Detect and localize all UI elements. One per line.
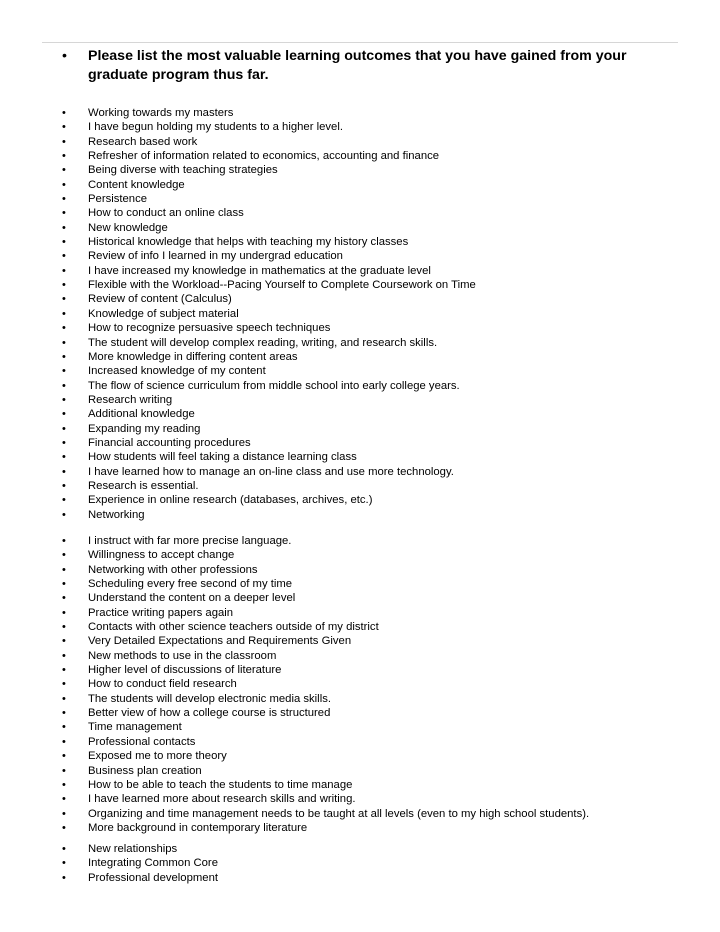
- bullet-icon: •: [62, 322, 66, 335]
- list-item: [62, 563, 672, 577]
- bullet-icon: •: [62, 635, 66, 648]
- list-item-text: Expanding my reading: [88, 422, 201, 435]
- bullet-icon: •: [62, 578, 66, 591]
- list-item: [62, 749, 672, 763]
- list-item: [62, 278, 672, 292]
- list-item-text: New methods to use in the classroom: [88, 649, 277, 662]
- bullet-icon: •: [62, 336, 66, 349]
- bullet-icon: •: [62, 365, 66, 378]
- list-item: [62, 591, 672, 605]
- list-item-text: Very Detailed Expectations and Requirements Given: [88, 635, 352, 648]
- list-item: [62, 871, 672, 885]
- list-item-text: Exposed me to more theory: [88, 750, 227, 763]
- bullet-icon: •: [62, 135, 66, 148]
- list-item: [62, 842, 672, 856]
- list-item-text: I have begun holding my students to a higher level.: [88, 121, 343, 134]
- list-item-text: Persistence: [88, 193, 148, 206]
- list-item-text: Flexible with the Workload--Pacing Yourself to Complete Coursework on Time: [88, 279, 476, 292]
- list-item-text: Organizing and time management needs to be taught at all levels (even to my high school students).: [88, 807, 590, 820]
- list-item: [62, 379, 672, 393]
- list-item: [62, 235, 672, 249]
- list-item-text: Content knowledge: [88, 178, 185, 191]
- list-item-text: Financial accounting procedures: [88, 436, 251, 449]
- list-item-text: How to recognize persuasive speech techniques: [88, 322, 331, 335]
- list-item: [62, 407, 672, 421]
- bullet-icon: •: [62, 764, 66, 777]
- bullet-icon: •: [62, 494, 66, 507]
- list-item-text: Networking with other professions: [88, 563, 258, 576]
- list-item: [62, 534, 672, 548]
- bullet-icon: •: [62, 422, 66, 435]
- list-item-text: How students will feel taking a distance learning class: [88, 451, 357, 464]
- bullet-icon: •: [62, 307, 66, 320]
- bullet-icon: •: [62, 707, 66, 720]
- list-item: [62, 264, 672, 278]
- list-item-text: Knowledge of subject material: [88, 307, 239, 320]
- answers-list-3: [62, 842, 672, 885]
- question-text: Please list the most valuable learning outcomes that you have gained from your graduate program thus far.: [88, 48, 627, 83]
- question-item: [62, 47, 662, 85]
- list-item: [62, 778, 672, 792]
- list-item: [62, 649, 672, 663]
- answers-list-1: [62, 106, 672, 522]
- list-item: [62, 735, 672, 749]
- list-item: [62, 292, 672, 306]
- list-item-text: Refresher of information related to economics, accounting and finance: [88, 150, 440, 163]
- list-item-text: More knowledge in differing content areas: [88, 350, 298, 363]
- bullet-icon: •: [62, 250, 66, 263]
- list-item-text: I have learned how to manage an on-line class and use more technology.: [88, 465, 454, 478]
- list-item-text: Historical knowledge that helps with teaching my history classes: [88, 236, 409, 249]
- list-item: [62, 663, 672, 677]
- bullet-icon: •: [62, 563, 66, 576]
- list-item-text: Review of content (Calculus): [88, 293, 232, 306]
- list-item-text: How to conduct an online class: [88, 207, 244, 220]
- bullet-icon: •: [62, 121, 66, 134]
- list-item: [62, 422, 672, 436]
- list-item-text: Being diverse with teaching strategies: [88, 164, 278, 177]
- bullet-icon: •: [62, 778, 66, 791]
- bullet-icon: •: [62, 592, 66, 605]
- list-item: [62, 321, 672, 335]
- list-item-text: I have learned more about research skills and writing.: [88, 793, 356, 806]
- list-item-text: Better view of how a college course is structured: [88, 707, 331, 720]
- list-item-text: Higher level of discussions of literature: [88, 664, 282, 677]
- list-item: [62, 692, 672, 706]
- list-item-text: Integrating Common Core: [88, 857, 218, 870]
- list-item: [62, 149, 672, 163]
- list-item-text: Research based work: [88, 135, 198, 148]
- list-item: [62, 807, 672, 821]
- list-item-text: I instruct with far more precise language.: [88, 535, 292, 547]
- list-item-text: Increased knowledge of my content: [88, 365, 266, 378]
- list-item-text: New relationships: [88, 843, 178, 855]
- list-item: [62, 577, 672, 591]
- list-item-text: Experience in online research (databases, archives, etc.): [88, 494, 373, 507]
- bullet-icon: •: [62, 664, 66, 677]
- bullet-icon: •: [62, 48, 67, 64]
- bullet-icon: •: [62, 649, 66, 662]
- list-item: [62, 192, 672, 206]
- bullet-icon: •: [62, 465, 66, 478]
- bullet-icon: •: [62, 549, 66, 562]
- list-item-text: How to be able to teach the students to time manage: [88, 778, 353, 791]
- list-item-text: Research is essential.: [88, 479, 199, 492]
- bullet-icon: •: [62, 236, 66, 249]
- list-item-text: Working towards my masters: [88, 107, 234, 119]
- list-item: [62, 178, 672, 192]
- bullet-icon: •: [62, 164, 66, 177]
- list-item: [62, 677, 672, 691]
- bullet-icon: •: [62, 393, 66, 406]
- bullet-icon: •: [62, 193, 66, 206]
- list-item-text: Willingness to accept change: [88, 549, 235, 562]
- bullet-icon: •: [62, 479, 66, 492]
- list-item-text: Review of info I learned in my undergrad education: [88, 250, 343, 263]
- list-item: [62, 221, 672, 235]
- list-item-text: Understand the content on a deeper level: [88, 592, 296, 605]
- bullet-icon: •: [62, 621, 66, 634]
- bullet-icon: •: [62, 279, 66, 292]
- list-item: [62, 764, 672, 778]
- bullet-icon: •: [62, 857, 66, 870]
- bullet-icon: •: [62, 350, 66, 363]
- bullet-icon: •: [62, 750, 66, 763]
- list-item: [62, 106, 672, 120]
- bullet-icon: •: [62, 606, 66, 619]
- bullet-icon: •: [62, 678, 66, 691]
- bullet-icon: •: [62, 207, 66, 220]
- bullet-icon: •: [62, 821, 66, 834]
- list-item: [62, 634, 672, 648]
- bullet-icon: •: [62, 293, 66, 306]
- list-item: [62, 548, 672, 562]
- list-item: [62, 720, 672, 734]
- list-item: [62, 450, 672, 464]
- list-item: [62, 249, 672, 263]
- list-item: [62, 493, 672, 507]
- bullet-icon: •: [62, 807, 66, 820]
- list-item-text: Professional contacts: [88, 735, 196, 748]
- list-item: [62, 479, 672, 493]
- list-item: [62, 163, 672, 177]
- list-item-text: Time management: [88, 721, 182, 734]
- bullet-icon: •: [62, 451, 66, 464]
- bullet-icon: •: [62, 793, 66, 806]
- list-item-text: How to conduct field research: [88, 678, 237, 691]
- list-item-text: Professional development: [88, 871, 218, 884]
- list-item-text: The flow of science curriculum from middle school into early college years.: [88, 379, 460, 392]
- bullet-icon: •: [62, 379, 66, 392]
- list-item: [62, 606, 672, 620]
- list-item: [62, 120, 672, 134]
- question-list: [62, 47, 662, 85]
- list-item: [62, 393, 672, 407]
- answers-list-2: [62, 534, 672, 835]
- list-item-text: Additional knowledge: [88, 408, 195, 421]
- list-item: [62, 465, 672, 479]
- list-item-text: Scheduling every free second of my time: [88, 578, 293, 591]
- list-item-text: Practice writing papers again: [88, 606, 234, 619]
- bullet-icon: •: [62, 843, 66, 855]
- bullet-icon: •: [62, 692, 66, 705]
- list-item: [62, 135, 672, 149]
- bullet-icon: •: [62, 408, 66, 421]
- list-item: [62, 821, 672, 835]
- list-item: [62, 792, 672, 806]
- list-item: [62, 336, 672, 350]
- bullet-icon: •: [62, 871, 66, 884]
- list-item: [62, 856, 672, 870]
- list-item: [62, 706, 672, 720]
- list-item-text: Networking: [88, 508, 145, 521]
- list-item-text: The student will develop complex reading, writing, and research skills.: [88, 336, 438, 349]
- list-item: [62, 508, 672, 522]
- bullet-icon: •: [62, 178, 66, 191]
- list-item: [62, 364, 672, 378]
- bullet-icon: •: [62, 721, 66, 734]
- bullet-icon: •: [62, 735, 66, 748]
- top-divider: [42, 42, 678, 43]
- bullet-icon: •: [62, 535, 66, 547]
- bullet-icon: •: [62, 150, 66, 163]
- list-item-text: New knowledge: [88, 221, 168, 234]
- bullet-icon: •: [62, 107, 66, 119]
- bullet-icon: •: [62, 436, 66, 449]
- list-item: [62, 206, 672, 220]
- list-item: [62, 620, 672, 634]
- list-item: [62, 350, 672, 364]
- bullet-icon: •: [62, 221, 66, 234]
- list-item-text: Business plan creation: [88, 764, 202, 777]
- bullet-icon: •: [62, 264, 66, 277]
- bullet-icon: •: [62, 508, 66, 521]
- list-item-text: More background in contemporary literature: [88, 821, 308, 834]
- list-item-text: Research writing: [88, 393, 173, 406]
- list-item-text: Contacts with other science teachers outside of my district: [88, 621, 379, 634]
- list-item-text: I have increased my knowledge in mathematics at the graduate level: [88, 264, 431, 277]
- list-item: [62, 436, 672, 450]
- list-item-text: The students will develop electronic media skills.: [88, 692, 331, 705]
- list-item: [62, 307, 672, 321]
